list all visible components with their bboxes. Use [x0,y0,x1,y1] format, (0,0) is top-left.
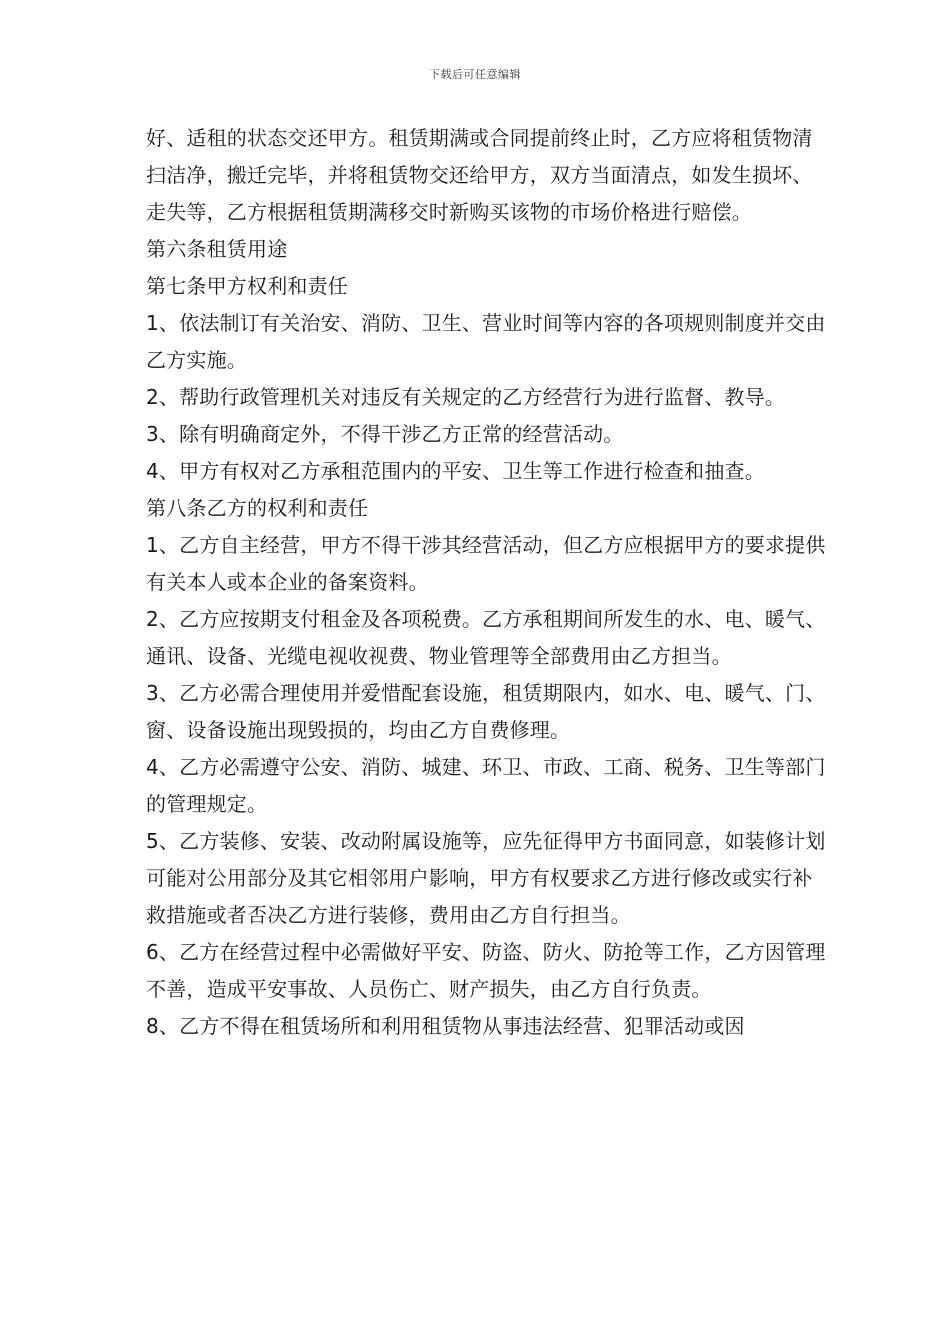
article-7-item-3: 3、除有明确商定外，不得干涉乙方正常的经营活动。 [146,422,624,446]
paragraph-return-clause: 好、适租的状态交还甲方。租赁期满或合同提前终止时，乙方应将租赁物清扫洁净，搬迁完毕，并将租赁物交还给甲方，双方当面清点，如发生损坏、走失等，乙方根据租赁期满移交时新购买该物的市场价格进行赔偿。 [146,126,813,224]
page-header: 下载后可任意编辑 [429,68,521,81]
article-7-item-1: 1、依法制订有关治安、消防、卫生、营业时间等内容的各项规则制度并交由乙方实施。 [146,311,826,372]
heading-article-8: 第八条乙方的权利和责任 [146,496,369,520]
article-8-item-4: 4、乙方必需遵守公安、消防、城建、环卫、市政、工商、税务、卫生等部门的管理规定。 [146,755,826,816]
heading-article-6: 第六条租赁用途 [146,237,288,261]
article-8-item-3: 3、乙方必需合理使用并爱惜配套设施，租赁期限内，如水、电、暖气、门、窗、设备设施出现毁损的，均由乙方自费修理。 [146,681,826,742]
article-7-item-4: 4、甲方有权对乙方承租范围内的平安、卫生等工作进行检查和抽查。 [146,459,765,483]
article-8-item-8: 8、乙方不得在租赁场所和利用租赁物从事违法经营、犯罪活动或因 [146,1014,745,1038]
article-8-item-2: 2、乙方应按期支付租金及各项税费。乙方承租期间所发生的水、电、暖气、通讯、设备、光缆电视收视费、物业管理等全部费用由乙方担当。 [146,607,826,668]
article-7-item-2: 2、帮助行政管理机关对违反有关规定的乙方经营行为进行监督、教导。 [146,385,786,409]
document-body [146,120,826,1045]
heading-article-7: 第七条甲方权利和责任 [146,274,348,298]
article-8-item-6: 6、乙方在经营过程中必需做好平安、防盗、防火、防抢等工作，乙方因管理不善，造成平安事故、人员伤亡、财产损失，由乙方自行负责。 [146,940,826,1001]
article-8-item-5: 5、乙方装修、安装、改动附属设施等，应先征得甲方书面同意，如装修计划可能对公用部分及其它相邻用户影响，甲方有权要求乙方进行修改或实行补救措施或者否决乙方进行装修，费用由乙方自行担当。 [146,829,826,927]
article-8-item-1: 1、乙方自主经营，甲方不得干涉其经营活动，但乙方应根据甲方的要求提供有关本人或本企业的备案资料。 [146,533,826,594]
